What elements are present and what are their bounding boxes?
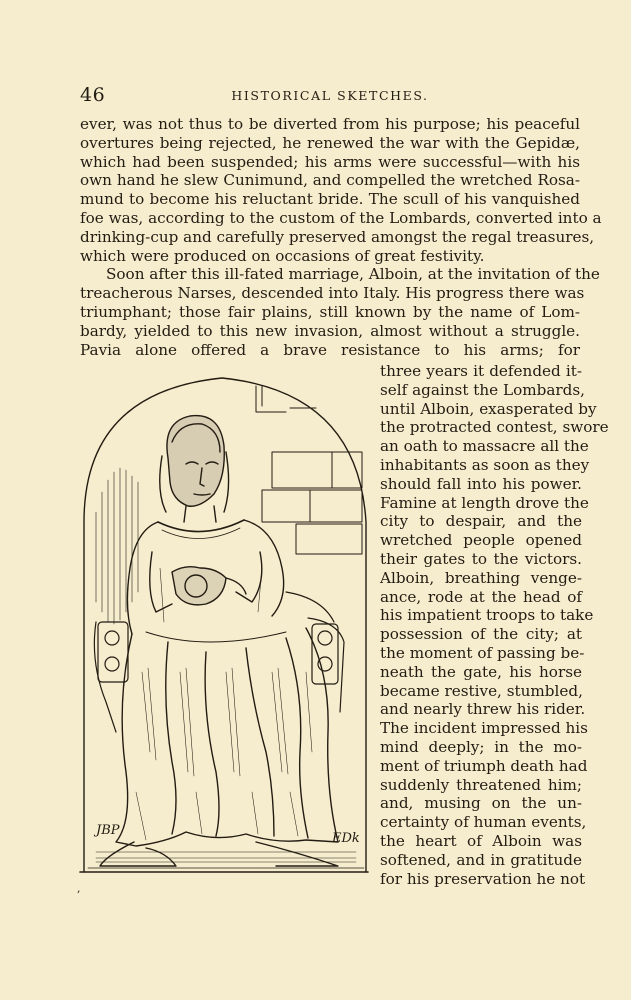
page-header [80, 84, 580, 108]
background-hatching [96, 468, 138, 624]
page-number: 46 [80, 84, 106, 106]
stone-wall [256, 386, 362, 554]
full-width-text [80, 115, 602, 359]
text-line: triumphant; those fair plains, still known by the name of Lom- [80, 302, 580, 321]
text-line: drinking-cup and carefully preserved amongst the regal treasures, [80, 227, 595, 246]
text-line: suddenly threatened him; [380, 775, 582, 794]
text-line: treacherous Narses, descended into Italy. His progress there was [80, 284, 585, 303]
throne [94, 592, 344, 732]
text-line: overtures being rejected, he renewed the war with the Gepidæ, [80, 133, 580, 152]
text-line: the heart of Alboin was [380, 831, 582, 850]
text-line: should fall into his power. [380, 474, 582, 493]
text-line: inhabitants as soon as they [380, 455, 590, 474]
text-line: and nearly threw his rider. [380, 700, 586, 719]
text-line: ment of triumph death had [380, 756, 588, 775]
text-line: self against the Lombards, [380, 380, 585, 399]
text-line: for his preservation he not [380, 869, 586, 888]
monogram-left: JBP [96, 823, 120, 838]
text-line: ever, was not thus to be diverted from his purpose; his peaceful [80, 115, 580, 133]
column-text [380, 362, 609, 888]
text-line: which were produced on occasions of great festivity. [80, 246, 485, 265]
text-line: three years it defended it- [380, 362, 582, 380]
text-line: the protracted contest, swore [380, 418, 609, 437]
text-line: certainty of human events, [380, 813, 587, 832]
text-line: Pavia alone offered a brave resistance to his arms; for [80, 340, 580, 359]
text-line: mund to become his reluctant bride. The scull of his vanquished [80, 190, 580, 209]
text-line: an oath to massacre all the [380, 437, 589, 456]
text-line: his impatient troops to take [380, 606, 594, 625]
engraving-rosamund [76, 372, 372, 878]
text-line: became restive, stumbled, [380, 681, 583, 700]
text-line: Soon after this ill-fated marriage, Alboin, at the invitation of the [106, 265, 600, 284]
text-line: the moment of passing be- [380, 643, 585, 662]
text-line: wretched people opened [380, 531, 582, 550]
text-line: The incident impressed his [380, 719, 588, 738]
engraving-svg [76, 372, 372, 878]
ink-mark: , [77, 882, 81, 895]
text-line: bardy, yielded to this new invasion, almost without a struggle. [80, 321, 580, 340]
text-line: Alboin, breathing venge- [380, 568, 582, 587]
text-line: own hand he slew Cunimund, and compelled the wretched Rosa- [80, 171, 580, 190]
floor-shading [96, 852, 356, 862]
text-line: softened, and in gratitude [380, 850, 582, 869]
text-line: neath the gate, his horse [380, 662, 582, 681]
text-line: and, musing on the un- [380, 794, 582, 813]
text-line: until Alboin, exasperated by [380, 399, 597, 418]
text-line: foe was, according to the custom of the Lombards, converted into a [80, 208, 602, 227]
text-line: city to despair, and the [380, 512, 582, 531]
text-line: which had been suspended; his arms were successful—with his [80, 152, 580, 171]
text-line: mind deeply; in the mo- [380, 737, 582, 756]
text-line: ance, rode at the head of [380, 587, 582, 606]
text-line: their gates to the victors. [380, 549, 582, 568]
text-line: Famine at length drove the [380, 493, 589, 512]
running-head: HISTORICAL SKETCHES. [231, 88, 429, 103]
text-line: possession of the city; at [380, 625, 582, 644]
figure-rosamund [100, 416, 338, 866]
monogram-right: EDk [332, 831, 360, 846]
